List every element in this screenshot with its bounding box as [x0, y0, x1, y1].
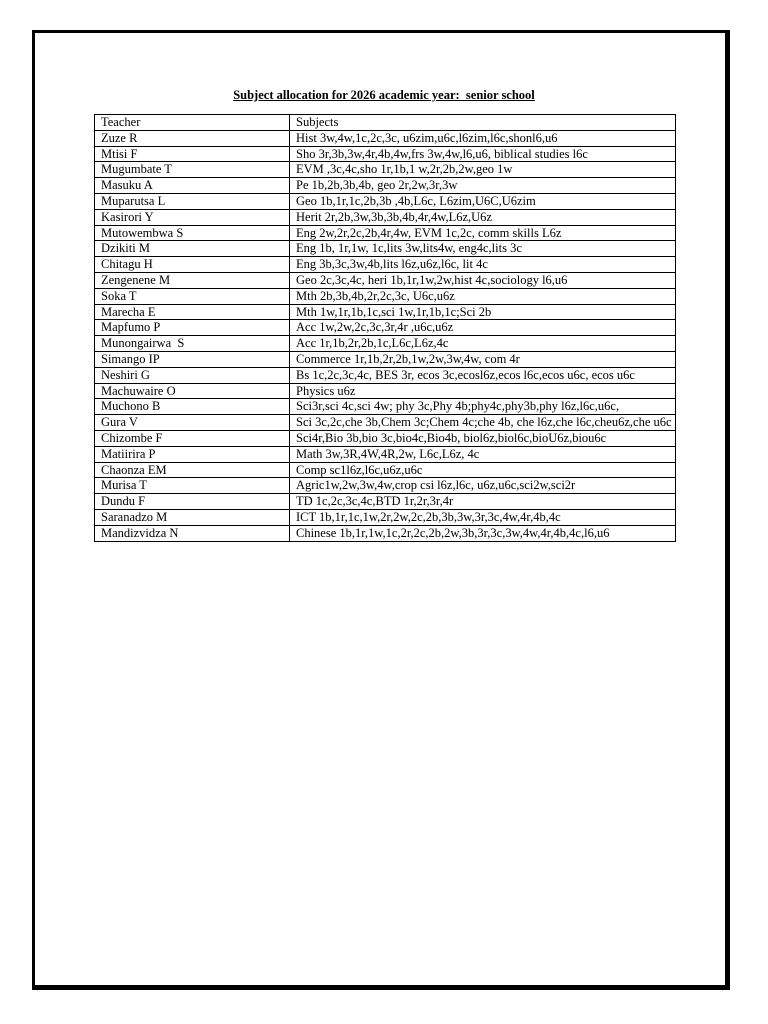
table-row — [95, 351, 676, 367]
table-row — [95, 336, 676, 352]
subjects-cell: Physics u6z — [290, 383, 676, 399]
table-header-row — [95, 115, 676, 131]
table-row — [95, 399, 676, 415]
header-teacher: Teacher — [95, 115, 290, 131]
table-row — [95, 288, 676, 304]
table-row — [95, 367, 676, 383]
subjects-cell: Herit 2r,2b,3w,3b,3b,4b,4r,4w,L6z,U6z — [290, 209, 676, 225]
table-row — [95, 162, 676, 178]
table-row — [95, 462, 676, 478]
subjects-cell: Sci 3c,2c,che 3b,Chem 3c;Chem 4c;che 4b, che l6z,che l6c,cheu6z,che u6c — [290, 415, 676, 431]
table-row — [95, 130, 676, 146]
subjects-cell: Hist 3w,4w,1c,2c,3c, u6zim,u6c,l6zim,l6c,shonl6,u6 — [290, 130, 676, 146]
header-subjects: Subjects — [290, 115, 676, 131]
subjects-cell: Sci4r,Bio 3b,bio 3c,bio4c,Bio4b, biol6z,biol6c,bioU6z,biou6c — [290, 430, 676, 446]
subjects-cell: EVM ,3c,4c,sho 1r,1b,1 w,2r,2b,2w,geo 1w — [290, 162, 676, 178]
subjects-cell: Geo 2c,3c,4c, heri 1b,1r,1w,2w,hist 4c,sociology l6,u6 — [290, 272, 676, 288]
table-row — [95, 241, 676, 257]
teacher-cell: Zengenene M — [95, 272, 290, 288]
table-row — [95, 304, 676, 320]
teacher-cell: Muparutsa L — [95, 193, 290, 209]
table-row — [95, 178, 676, 194]
teacher-cell: Mutowembwa S — [95, 225, 290, 241]
table-row — [95, 478, 676, 494]
teacher-cell: Chizombe F — [95, 430, 290, 446]
teacher-cell: Masuku A — [95, 178, 290, 194]
table-row — [95, 225, 676, 241]
subjects-cell: Acc 1r,1b,2r,2b,1c,L6c,L6z,4c — [290, 336, 676, 352]
teacher-cell: Mtisi F — [95, 146, 290, 162]
table-row — [95, 525, 676, 541]
subjects-cell: ICT 1b,1r,1c,1w,2r,2w,2c,2b,3b,3w,3r,3c,4w,4r,4b,4c — [290, 509, 676, 525]
table-row — [95, 415, 676, 431]
subjects-cell: TD 1c,2c,3c,4c,BTD 1r,2r,3r,4r — [290, 494, 676, 510]
teacher-cell: Neshiri G — [95, 367, 290, 383]
table-row — [95, 193, 676, 209]
teacher-cell: Dundu F — [95, 494, 290, 510]
teacher-cell: Gura V — [95, 415, 290, 431]
subjects-cell: Bs 1c,2c,3c,4c, BES 3r, ecos 3c,ecosl6z,ecos l6c,ecos u6c, ecos u6c — [290, 367, 676, 383]
teacher-cell: Zuze R — [95, 130, 290, 146]
subjects-cell: Eng 2w,2r,2c,2b,4r,4w, EVM 1c,2c, comm skills L6z — [290, 225, 676, 241]
allocation-table — [94, 114, 676, 542]
teacher-cell: Saranadzo M — [95, 509, 290, 525]
subjects-cell: Eng 3b,3c,3w,4b,lits l6z,u6z,l6c, lit 4c — [290, 257, 676, 273]
subjects-cell: Math 3w,3R,4W,4R,2w, L6c,L6z, 4c — [290, 446, 676, 462]
subjects-cell: Chinese 1b,1r,1w,1c,2r,2c,2b,2w,3b,3r,3c,3w,4w,4r,4b,4c,l6,u6 — [290, 525, 676, 541]
table-row — [95, 509, 676, 525]
subjects-cell: Sho 3r,3b,3w,4r,4b,4w,frs 3w,4w,l6,u6, biblical studies l6c — [290, 146, 676, 162]
teacher-cell: Machuwaire O — [95, 383, 290, 399]
subjects-cell: Eng 1b, 1r,1w, 1c,lits 3w,lits4w, eng4c,lits 3c — [290, 241, 676, 257]
teacher-cell: Chaonza EM — [95, 462, 290, 478]
subjects-cell: Acc 1w,2w,2c,3c,3r,4r ,u6c,u6z — [290, 320, 676, 336]
table-row — [95, 494, 676, 510]
teacher-cell: Mandizvidza N — [95, 525, 290, 541]
teacher-cell: Munongairwa S — [95, 336, 290, 352]
teacher-cell: Mugumbate T — [95, 162, 290, 178]
document-title: Subject allocation for 2026 academic year: senior school — [233, 88, 535, 102]
teacher-cell: Murisa T — [95, 478, 290, 494]
table-row — [95, 430, 676, 446]
table-row — [95, 383, 676, 399]
teacher-cell: Matiirira P — [95, 446, 290, 462]
table-row — [95, 257, 676, 273]
table-row — [95, 320, 676, 336]
subjects-cell: Comp sc1l6z,l6c,u6z,u6c — [290, 462, 676, 478]
subjects-cell: Geo 1b,1r,1c,2b,3b ,4b,L6c, L6zim,U6C,U6zim — [290, 193, 676, 209]
teacher-cell: Chitagu H — [95, 257, 290, 273]
teacher-cell: Soka T — [95, 288, 290, 304]
table-row — [95, 209, 676, 225]
teacher-cell: Muchono B — [95, 399, 290, 415]
table-row — [95, 272, 676, 288]
teacher-cell: Kasirori Y — [95, 209, 290, 225]
teacher-cell: Marecha E — [95, 304, 290, 320]
subjects-cell: Mth 2b,3b,4b,2r,2c,3c, U6c,u6z — [290, 288, 676, 304]
table-row — [95, 146, 676, 162]
teacher-cell: Simango IP — [95, 351, 290, 367]
table-row — [95, 446, 676, 462]
subjects-cell: Mth 1w,1r,1b,1c,sci 1w,1r,1b,1c;Sci 2b — [290, 304, 676, 320]
subjects-cell: Pe 1b,2b,3b,4b, geo 2r,2w,3r,3w — [290, 178, 676, 194]
subjects-cell: Agric1w,2w,3w,4w,crop csi l6z,l6c, u6z,u6c,sci2w,sci2r — [290, 478, 676, 494]
teacher-cell: Mapfumo P — [95, 320, 290, 336]
subjects-cell: Commerce 1r,1b,2r,2b,1w,2w,3w,4w, com 4r — [290, 351, 676, 367]
teacher-cell: Dzikiti M — [95, 241, 290, 257]
subjects-cell: Sci3r,sci 4c,sci 4w; phy 3c,Phy 4b;phy4c,phy3b,phy l6z,l6c,u6c, — [290, 399, 676, 415]
